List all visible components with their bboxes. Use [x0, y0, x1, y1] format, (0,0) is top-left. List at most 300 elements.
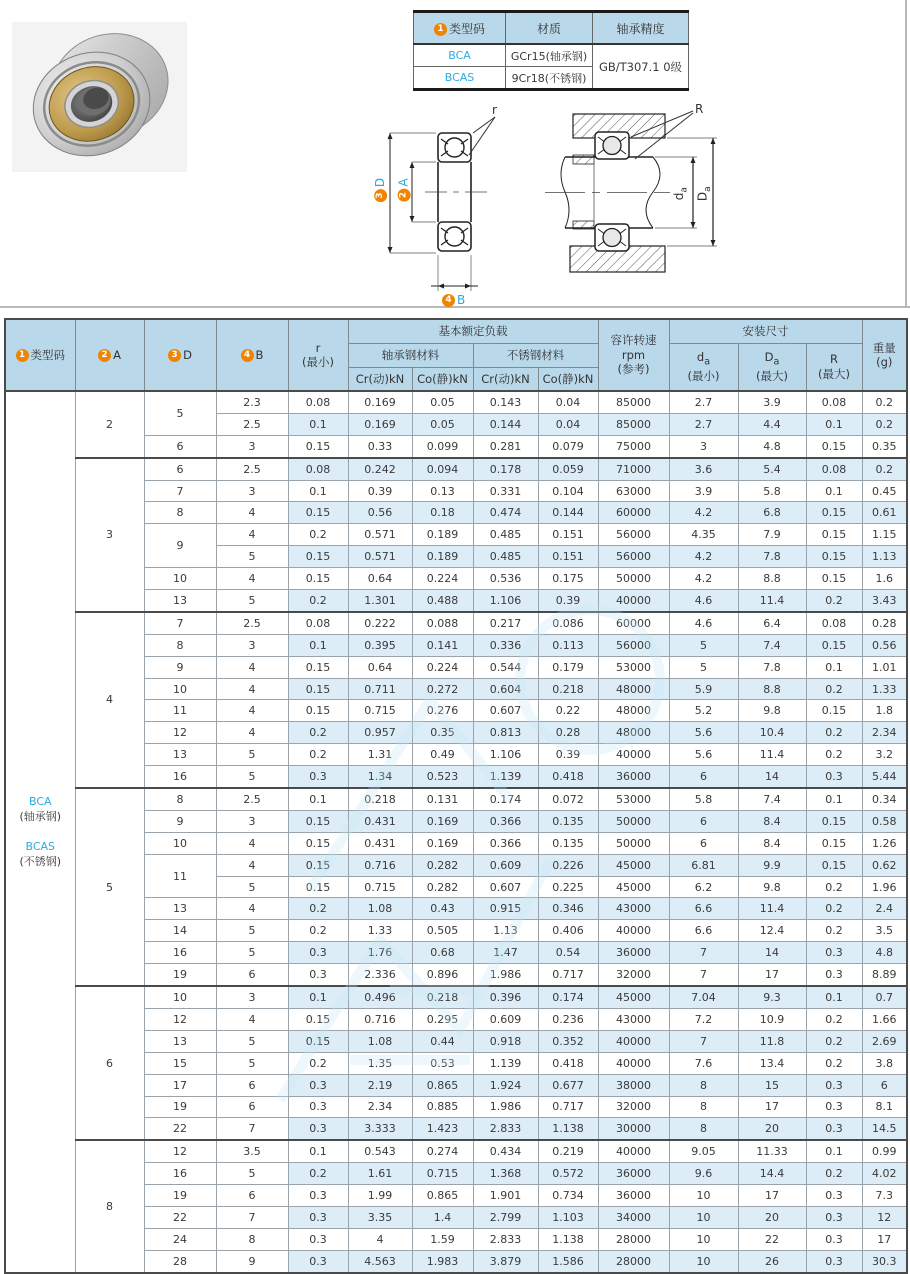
weight-cell: 7.3 [862, 1185, 907, 1207]
b-cell: 4 [216, 722, 288, 744]
r-min-cell: 0.2 [288, 524, 348, 546]
b-cell: 8 [216, 1228, 288, 1250]
rpm-cell: 63000 [598, 480, 669, 502]
cr-dynamic-stainless-cell: 2.833 [473, 1228, 538, 1250]
cr-dynamic-stainless-cell: 1.901 [473, 1185, 538, 1207]
co-static-steel-cell: 0.131 [412, 788, 473, 810]
rpm-cell: 50000 [598, 810, 669, 832]
co-static-stainless-cell: 0.079 [538, 435, 598, 457]
d-cell: 28 [144, 1250, 216, 1272]
weight-cell: 0.62 [862, 854, 907, 876]
cr-dynamic-stainless-cell: 1.368 [473, 1163, 538, 1185]
dim-label-Da: $D_a$ [695, 186, 714, 202]
cr-dynamic-steel-cell: 0.431 [348, 810, 412, 832]
b-cell: 3 [216, 986, 288, 1008]
weight-cell: 0.2 [862, 413, 907, 435]
header-basic-load: 基本额定负载 [348, 319, 598, 343]
co-static-steel-cell: 0.523 [412, 766, 473, 788]
header-weight: 重量 (g) [862, 319, 907, 391]
cr-dynamic-stainless-cell: 0.281 [473, 435, 538, 457]
co-static-stainless-cell: 0.406 [538, 920, 598, 942]
cr-dynamic-steel-cell: 0.716 [348, 854, 412, 876]
r-min-cell: 0.15 [288, 435, 348, 457]
co-static-stainless-cell: 0.39 [538, 590, 598, 612]
co-static-steel-cell: 0.53 [412, 1052, 473, 1074]
b-cell: 4 [216, 678, 288, 700]
co-static-stainless-cell: 0.677 [538, 1074, 598, 1096]
co-static-stainless-cell: 0.144 [538, 502, 598, 524]
dim-label-R: R [695, 102, 704, 116]
info-header-material: 材质 [506, 12, 593, 45]
cr-dynamic-stainless-cell: 1.139 [473, 1052, 538, 1074]
weight-cell: 3.43 [862, 590, 907, 612]
rpm-cell: 28000 [598, 1250, 669, 1272]
da-min-cell: 6 [669, 810, 738, 832]
table-row [5, 1140, 907, 1162]
cr-dynamic-stainless-cell: 0.366 [473, 810, 538, 832]
a-cell: 2 [75, 391, 144, 458]
type-code-bcas: BCAS [25, 839, 56, 853]
weight-cell: 1.26 [862, 832, 907, 854]
d-cell: 8 [144, 502, 216, 524]
cr-dynamic-steel-cell: 0.431 [348, 832, 412, 854]
cr-dynamic-stainless-cell: 0.434 [473, 1140, 538, 1162]
da-max-cell: 20 [738, 1118, 806, 1140]
da-max-cell: 10.4 [738, 722, 806, 744]
co-static-steel-cell: 0.715 [412, 1163, 473, 1185]
r-max-cell: 0.2 [806, 1030, 862, 1052]
r-max-cell: 0.3 [806, 1074, 862, 1096]
da-max-cell: 26 [738, 1250, 806, 1272]
cr-dynamic-stainless-cell: 3.879 [473, 1250, 538, 1272]
rpm-cell: 45000 [598, 986, 669, 1008]
info-header-type-code: 1 类型码 [414, 12, 506, 45]
d-cell: 16 [144, 766, 216, 788]
co-static-stainless-cell: 1.103 [538, 1206, 598, 1228]
da-min-cell: 9.05 [669, 1140, 738, 1162]
cr-dynamic-stainless-cell: 0.144 [473, 413, 538, 435]
r-max-cell: 0.3 [806, 1118, 862, 1140]
co-static-stainless-cell: 0.572 [538, 1163, 598, 1185]
dim-label-a-bore: 2A [397, 178, 411, 201]
da-min-cell: 8 [669, 1096, 738, 1118]
info-type-code-bcas: BCAS [414, 67, 506, 90]
da-min-cell: 2.7 [669, 413, 738, 435]
d-cell: 10 [144, 678, 216, 700]
b-cell: 5 [216, 1030, 288, 1052]
co-static-stainless-cell: 0.734 [538, 1185, 598, 1207]
r-min-cell: 0.3 [288, 1096, 348, 1118]
info-precision-value: GB/T307.1 0级 [593, 44, 689, 90]
r-max-cell: 0.2 [806, 1052, 862, 1074]
r-max-cell: 0.08 [806, 391, 862, 413]
d-cell: 12 [144, 1140, 216, 1162]
b-cell: 5 [216, 920, 288, 942]
rpm-cell: 40000 [598, 920, 669, 942]
da-min-cell: 6.6 [669, 920, 738, 942]
r-min-cell: 0.1 [288, 634, 348, 656]
da-max-cell: 14.4 [738, 1163, 806, 1185]
da-min-cell: 6 [669, 766, 738, 788]
b-cell: 6 [216, 1096, 288, 1118]
weight-cell: 8.89 [862, 964, 907, 986]
r-min-cell: 0.15 [288, 656, 348, 678]
co-static-steel-cell: 0.189 [412, 524, 473, 546]
d-cell: 13 [144, 1030, 216, 1052]
da-min-cell: 7.2 [669, 1008, 738, 1030]
da-max-cell: 9.8 [738, 700, 806, 722]
r-max-cell: 0.2 [806, 722, 862, 744]
d-cell: 9 [144, 524, 216, 568]
da-min-cell: 10 [669, 1250, 738, 1272]
da-max-cell: 8.8 [738, 678, 806, 700]
rpm-cell: 85000 [598, 413, 669, 435]
cr-dynamic-steel-cell: 1.33 [348, 920, 412, 942]
cr-dynamic-stainless-cell: 0.474 [473, 502, 538, 524]
header-type-code: 1 类型码 [5, 319, 75, 391]
r-min-cell: 0.1 [288, 986, 348, 1008]
r-max-cell: 0.3 [806, 766, 862, 788]
d-cell: 11 [144, 700, 216, 722]
r-min-cell: 0.1 [288, 413, 348, 435]
co-static-stainless-cell: 0.717 [538, 964, 598, 986]
a-cell: 8 [75, 1140, 144, 1272]
d-cell: 5 [144, 391, 216, 435]
co-static-steel-cell: 1.983 [412, 1250, 473, 1272]
weight-cell: 1.33 [862, 678, 907, 700]
rpm-cell: 60000 [598, 502, 669, 524]
da-min-cell: 6.2 [669, 876, 738, 898]
co-static-steel-cell: 0.282 [412, 854, 473, 876]
da-min-cell: 8 [669, 1118, 738, 1140]
r-max-cell: 0.1 [806, 986, 862, 1008]
cr-dynamic-stainless-cell: 1.139 [473, 766, 538, 788]
da-min-cell: 3 [669, 435, 738, 457]
d-cell: 7 [144, 480, 216, 502]
weight-cell: 2.4 [862, 898, 907, 920]
cr-dynamic-steel-cell: 0.39 [348, 480, 412, 502]
cr-dynamic-stainless-cell: 0.609 [473, 854, 538, 876]
co-static-stainless-cell: 0.218 [538, 678, 598, 700]
b-cell: 6 [216, 1074, 288, 1096]
r-max-cell: 0.1 [806, 480, 862, 502]
d-cell: 12 [144, 722, 216, 744]
b-cell: 3 [216, 810, 288, 832]
r-max-cell: 0.2 [806, 678, 862, 700]
da-max-cell: 17 [738, 1096, 806, 1118]
rpm-cell: 53000 [598, 788, 669, 810]
cr-dynamic-steel-cell: 2.34 [348, 1096, 412, 1118]
r-min-cell: 0.3 [288, 1074, 348, 1096]
rpm-cell: 32000 [598, 1096, 669, 1118]
b-cell: 4 [216, 854, 288, 876]
cr-dynamic-stainless-cell: 0.174 [473, 788, 538, 810]
cr-dynamic-stainless-cell: 0.813 [473, 722, 538, 744]
da-min-cell: 7 [669, 964, 738, 986]
d-cell: 6 [144, 458, 216, 480]
co-static-steel-cell: 0.43 [412, 898, 473, 920]
weight-cell: 0.2 [862, 391, 907, 413]
co-static-steel-cell: 0.05 [412, 391, 473, 413]
da-max-cell: 7.4 [738, 634, 806, 656]
co-static-steel-cell: 0.35 [412, 722, 473, 744]
co-static-steel-cell: 0.218 [412, 986, 473, 1008]
co-static-steel-cell: 0.189 [412, 546, 473, 568]
da-min-cell: 4.6 [669, 590, 738, 612]
da-max-cell: 10.9 [738, 1008, 806, 1030]
weight-cell: 12 [862, 1206, 907, 1228]
cr-dynamic-stainless-cell: 1.986 [473, 1096, 538, 1118]
cr-dynamic-steel-cell: 1.76 [348, 942, 412, 964]
co-static-stainless-cell: 0.135 [538, 810, 598, 832]
info-material-bca: GCr15(轴承钢) [506, 44, 593, 67]
circled-4-icon: 4 [241, 349, 254, 362]
cr-dynamic-steel-cell: 0.218 [348, 788, 412, 810]
r-min-cell: 0.15 [288, 700, 348, 722]
r-max-cell: 0.3 [806, 1185, 862, 1207]
cr-dynamic-stainless-cell: 0.485 [473, 546, 538, 568]
weight-cell: 0.58 [862, 810, 907, 832]
r-max-cell: 0.3 [806, 964, 862, 986]
d-cell: 6 [144, 435, 216, 457]
r-max-cell: 0.15 [806, 502, 862, 524]
header-cr-dynamic-steel: Cr(动)kN [348, 367, 412, 391]
da-max-cell: 11.4 [738, 744, 806, 766]
d-cell: 12 [144, 1008, 216, 1030]
b-cell: 2.3 [216, 391, 288, 413]
weight-cell: 14.5 [862, 1118, 907, 1140]
da-min-cell: 7.04 [669, 986, 738, 1008]
weight-cell: 17 [862, 1228, 907, 1250]
d-cell: 17 [144, 1074, 216, 1096]
cr-dynamic-steel-cell: 0.64 [348, 568, 412, 590]
spec-table-body [5, 391, 907, 1273]
weight-cell: 0.34 [862, 788, 907, 810]
co-static-stainless-cell: 1.138 [538, 1118, 598, 1140]
da-max-cell: 6.4 [738, 612, 806, 634]
rpm-cell: 28000 [598, 1228, 669, 1250]
da-min-cell: 7.6 [669, 1052, 738, 1074]
cr-dynamic-steel-cell: 1.99 [348, 1185, 412, 1207]
da-max-cell: 11.4 [738, 590, 806, 612]
rpm-cell: 48000 [598, 722, 669, 744]
b-cell: 6 [216, 1185, 288, 1207]
r-min-cell: 0.15 [288, 854, 348, 876]
cr-dynamic-steel-cell: 0.242 [348, 458, 412, 480]
b-cell: 2.5 [216, 612, 288, 634]
co-static-steel-cell: 0.885 [412, 1096, 473, 1118]
weight-cell: 3.5 [862, 920, 907, 942]
r-max-cell: 0.2 [806, 898, 862, 920]
weight-cell: 1.66 [862, 1008, 907, 1030]
weight-cell: 1.8 [862, 700, 907, 722]
d-cell: 14 [144, 920, 216, 942]
type-code-bcas-note: (不锈钢) [19, 855, 62, 869]
da-max-cell: 12.4 [738, 920, 806, 942]
header-co-static-steel: Co(静)kN [412, 367, 473, 391]
da-min-cell: 6.6 [669, 898, 738, 920]
da-max-cell: 5.4 [738, 458, 806, 480]
co-static-stainless-cell: 0.151 [538, 524, 598, 546]
d-cell: 11 [144, 854, 216, 898]
r-min-cell: 0.1 [288, 788, 348, 810]
co-static-steel-cell: 0.865 [412, 1185, 473, 1207]
cr-dynamic-steel-cell: 0.33 [348, 435, 412, 457]
rpm-cell: 48000 [598, 678, 669, 700]
cr-dynamic-stainless-cell: 0.143 [473, 391, 538, 413]
r-min-cell: 0.1 [288, 1140, 348, 1162]
co-static-steel-cell: 0.224 [412, 568, 473, 590]
r-max-cell: 0.2 [806, 744, 862, 766]
a-cell: 5 [75, 788, 144, 986]
d-cell: 15 [144, 1052, 216, 1074]
da-min-cell: 4.2 [669, 546, 738, 568]
co-static-steel-cell: 0.282 [412, 876, 473, 898]
r-min-cell: 0.15 [288, 568, 348, 590]
da-min-cell: 4.2 [669, 502, 738, 524]
co-static-steel-cell: 0.295 [412, 1008, 473, 1030]
rpm-cell: 40000 [598, 590, 669, 612]
cr-dynamic-stainless-cell: 0.544 [473, 656, 538, 678]
b-cell: 5 [216, 766, 288, 788]
r-min-cell: 0.3 [288, 1206, 348, 1228]
co-static-stainless-cell: 0.54 [538, 942, 598, 964]
da-min-cell: 6 [669, 832, 738, 854]
rpm-cell: 36000 [598, 766, 669, 788]
rpm-cell: 36000 [598, 1163, 669, 1185]
d-cell: 10 [144, 568, 216, 590]
co-static-stainless-cell: 0.174 [538, 986, 598, 1008]
r-min-cell: 0.1 [288, 480, 348, 502]
cr-dynamic-stainless-cell: 0.178 [473, 458, 538, 480]
da-min-cell: 10 [669, 1206, 738, 1228]
b-cell: 4 [216, 656, 288, 678]
header-rpm: 容许转速 rpm (参考) [598, 319, 669, 391]
rpm-cell: 36000 [598, 942, 669, 964]
da-max-cell: 22 [738, 1228, 806, 1250]
rpm-cell: 36000 [598, 1185, 669, 1207]
weight-cell: 0.2 [862, 458, 907, 480]
rpm-cell: 50000 [598, 832, 669, 854]
cr-dynamic-stainless-cell: 0.918 [473, 1030, 538, 1052]
da-min-cell: 4.2 [669, 568, 738, 590]
b-cell: 2.5 [216, 788, 288, 810]
weight-cell: 0.35 [862, 435, 907, 457]
co-static-steel-cell: 1.423 [412, 1118, 473, 1140]
cr-dynamic-steel-cell: 0.711 [348, 678, 412, 700]
r-min-cell: 0.2 [288, 744, 348, 766]
da-max-cell: 9.3 [738, 986, 806, 1008]
circled-3-icon: 3 [168, 349, 181, 362]
r-min-cell: 0.15 [288, 810, 348, 832]
co-static-steel-cell: 0.505 [412, 920, 473, 942]
b-cell: 7 [216, 1118, 288, 1140]
r-max-cell: 0.15 [806, 700, 862, 722]
da-max-cell: 14 [738, 766, 806, 788]
r-min-cell: 0.08 [288, 458, 348, 480]
co-static-steel-cell: 0.099 [412, 435, 473, 457]
r-min-cell: 0.15 [288, 546, 348, 568]
weight-cell: 0.7 [862, 986, 907, 1008]
da-min-cell: 6.81 [669, 854, 738, 876]
co-static-stainless-cell: 0.059 [538, 458, 598, 480]
weight-cell: 0.56 [862, 634, 907, 656]
cr-dynamic-stainless-cell: 0.217 [473, 612, 538, 634]
header-co-static-stainless: Co(静)kN [538, 367, 598, 391]
d-cell: 19 [144, 964, 216, 986]
weight-cell: 30.3 [862, 1250, 907, 1272]
cr-dynamic-steel-cell: 0.716 [348, 1008, 412, 1030]
header-R-max: R (最大) [806, 343, 862, 391]
da-min-cell: 4.6 [669, 612, 738, 634]
co-static-steel-cell: 0.141 [412, 634, 473, 656]
r-min-cell: 0.2 [288, 1052, 348, 1074]
cr-dynamic-steel-cell: 0.571 [348, 546, 412, 568]
circled-1-icon: 1 [16, 349, 29, 362]
cr-dynamic-stainless-cell: 0.485 [473, 524, 538, 546]
da-max-cell: 17 [738, 1185, 806, 1207]
r-max-cell: 0.3 [806, 1206, 862, 1228]
da-max-cell: 11.8 [738, 1030, 806, 1052]
co-static-steel-cell: 0.169 [412, 832, 473, 854]
co-static-steel-cell: 0.224 [412, 656, 473, 678]
da-max-cell: 4.8 [738, 435, 806, 457]
weight-cell: 2.69 [862, 1030, 907, 1052]
r-min-cell: 0.15 [288, 502, 348, 524]
cr-dynamic-stainless-cell: 1.106 [473, 744, 538, 766]
cr-dynamic-stainless-cell: 0.609 [473, 1008, 538, 1030]
b-cell: 4 [216, 502, 288, 524]
rpm-cell: 34000 [598, 1206, 669, 1228]
weight-cell: 5.44 [862, 766, 907, 788]
cr-dynamic-stainless-cell: 0.607 [473, 700, 538, 722]
r-max-cell: 0.2 [806, 590, 862, 612]
d-cell: 19 [144, 1096, 216, 1118]
co-static-steel-cell: 0.896 [412, 964, 473, 986]
da-min-cell: 8 [669, 1074, 738, 1096]
cr-dynamic-steel-cell: 0.64 [348, 656, 412, 678]
co-static-stainless-cell: 0.072 [538, 788, 598, 810]
co-static-stainless-cell: 0.04 [538, 391, 598, 413]
circled-2-icon: 2 [98, 349, 111, 362]
r-max-cell: 0.3 [806, 1250, 862, 1272]
spec-table-header [5, 319, 907, 391]
co-static-stainless-cell: 0.418 [538, 766, 598, 788]
r-min-cell: 0.3 [288, 964, 348, 986]
r-min-cell: 0.15 [288, 876, 348, 898]
da-max-cell: 4.4 [738, 413, 806, 435]
d-cell: 8 [144, 788, 216, 810]
d-cell: 13 [144, 898, 216, 920]
cr-dynamic-steel-cell: 0.222 [348, 612, 412, 634]
da-min-cell: 3.9 [669, 480, 738, 502]
cr-dynamic-steel-cell: 3.333 [348, 1118, 412, 1140]
b-cell: 3 [216, 480, 288, 502]
rpm-cell: 38000 [598, 1074, 669, 1096]
drawing-bearing-mounted [545, 85, 910, 307]
cr-dynamic-steel-cell: 1.301 [348, 590, 412, 612]
cr-dynamic-steel-cell: 0.395 [348, 634, 412, 656]
r-min-cell: 0.3 [288, 942, 348, 964]
da-max-cell: 11.4 [738, 898, 806, 920]
r-max-cell: 0.15 [806, 524, 862, 546]
co-static-stainless-cell: 0.135 [538, 832, 598, 854]
co-static-steel-cell: 1.59 [412, 1228, 473, 1250]
r-max-cell: 0.1 [806, 413, 862, 435]
cr-dynamic-steel-cell: 2.19 [348, 1074, 412, 1096]
co-static-steel-cell: 0.169 [412, 810, 473, 832]
header-r-min: r (最小) [288, 319, 348, 391]
